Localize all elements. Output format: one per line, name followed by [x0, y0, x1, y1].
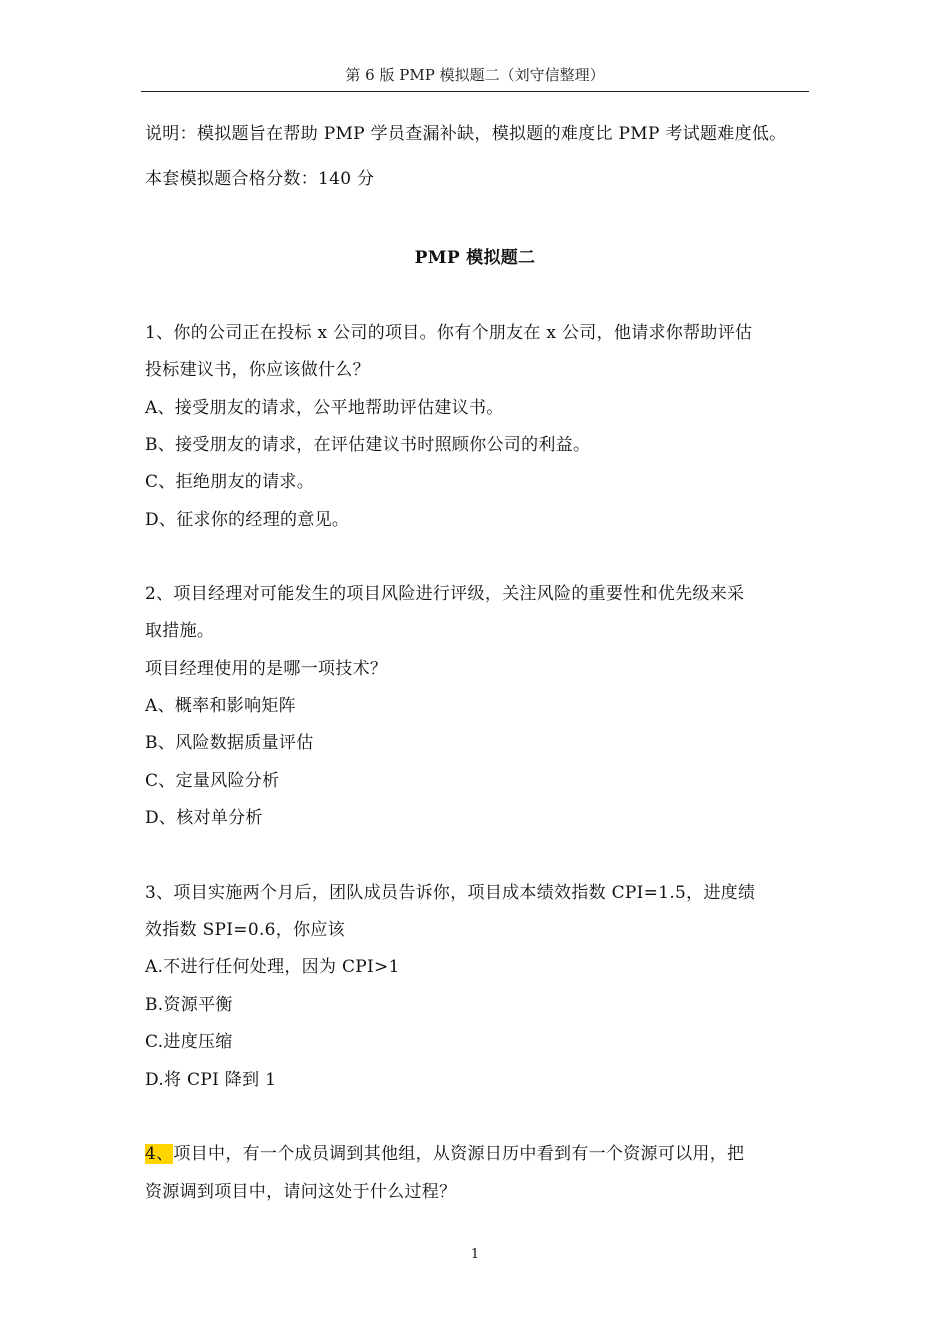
intro-note: 说明：模拟题旨在帮助 PMP 学员查漏补缺，模拟题的难度比 PMP 考试题难度低。 [145, 124, 787, 144]
page-header: 第 6 版 PMP 模拟题二（刘守信整理） [345, 66, 605, 84]
question-3-option-c: C.进度压缩 [145, 1032, 233, 1052]
question-3-option-a: A.不进行任何处理，因为 CPI>1 [145, 957, 400, 977]
question-4-line-1 [145, 1142, 744, 1166]
question-4-line-2: 资源调到项目中，请问这处于什么过程？ [145, 1182, 457, 1202]
question-1-option-d: D、征求你的经理的意见。 [145, 510, 350, 530]
pass-score: 本套模拟题合格分数：140 分 [145, 169, 375, 189]
question-2-line-2: 取措施。 [145, 621, 215, 641]
question-1-option-c: C、拒绝朋友的请求。 [145, 472, 315, 492]
header-divider [141, 91, 809, 92]
question-2-option-a: A、概率和影响矩阵 [145, 696, 296, 716]
question-1-option-a: A、接受朋友的请求，公平地帮助评估建议书。 [145, 398, 504, 418]
question-2-option-c: C、定量风险分析 [145, 771, 280, 791]
question-3-option-d: D.将 CPI 降到 1 [145, 1070, 277, 1090]
question-1-line-2: 投标建议书，你应该做什么？ [145, 360, 370, 380]
question-3-line-2: 效指数 SPI=0.6，你应该 [145, 920, 345, 940]
exam-title: PMP 模拟题二 [414, 248, 536, 268]
question-4-number-highlight: 4、 [145, 1144, 174, 1164]
question-2-line-3: 项目经理使用的是哪一项技术？ [145, 659, 388, 679]
question-2-option-b: B、风险数据质量评估 [145, 733, 314, 753]
question-1-option-b: B、接受朋友的请求，在评估建议书时照顾你公司的利益。 [145, 435, 591, 455]
question-2-line-1: 2、项目经理对可能发生的项目风险进行评级，关注风险的重要性和优先级来采 [145, 584, 745, 604]
page-number: 1 [470, 1247, 480, 1262]
question-3-line-1: 3、项目实施两个月后，团队成员告诉你，项目成本绩效指数 CPI=1.5，进度绩 [145, 883, 756, 903]
question-1-line-1: 1、你的公司正在投标 x 公司的项目。你有个朋友在 x 公司，他请求你帮助评估 [145, 323, 753, 343]
question-4-text: 项目中，有一个成员调到其他组，从资源日历中看到有一个资源可以用，把 [173, 1144, 745, 1164]
question-2-option-d: D、核对单分析 [145, 808, 263, 828]
question-3-option-b: B.资源平衡 [145, 995, 233, 1015]
